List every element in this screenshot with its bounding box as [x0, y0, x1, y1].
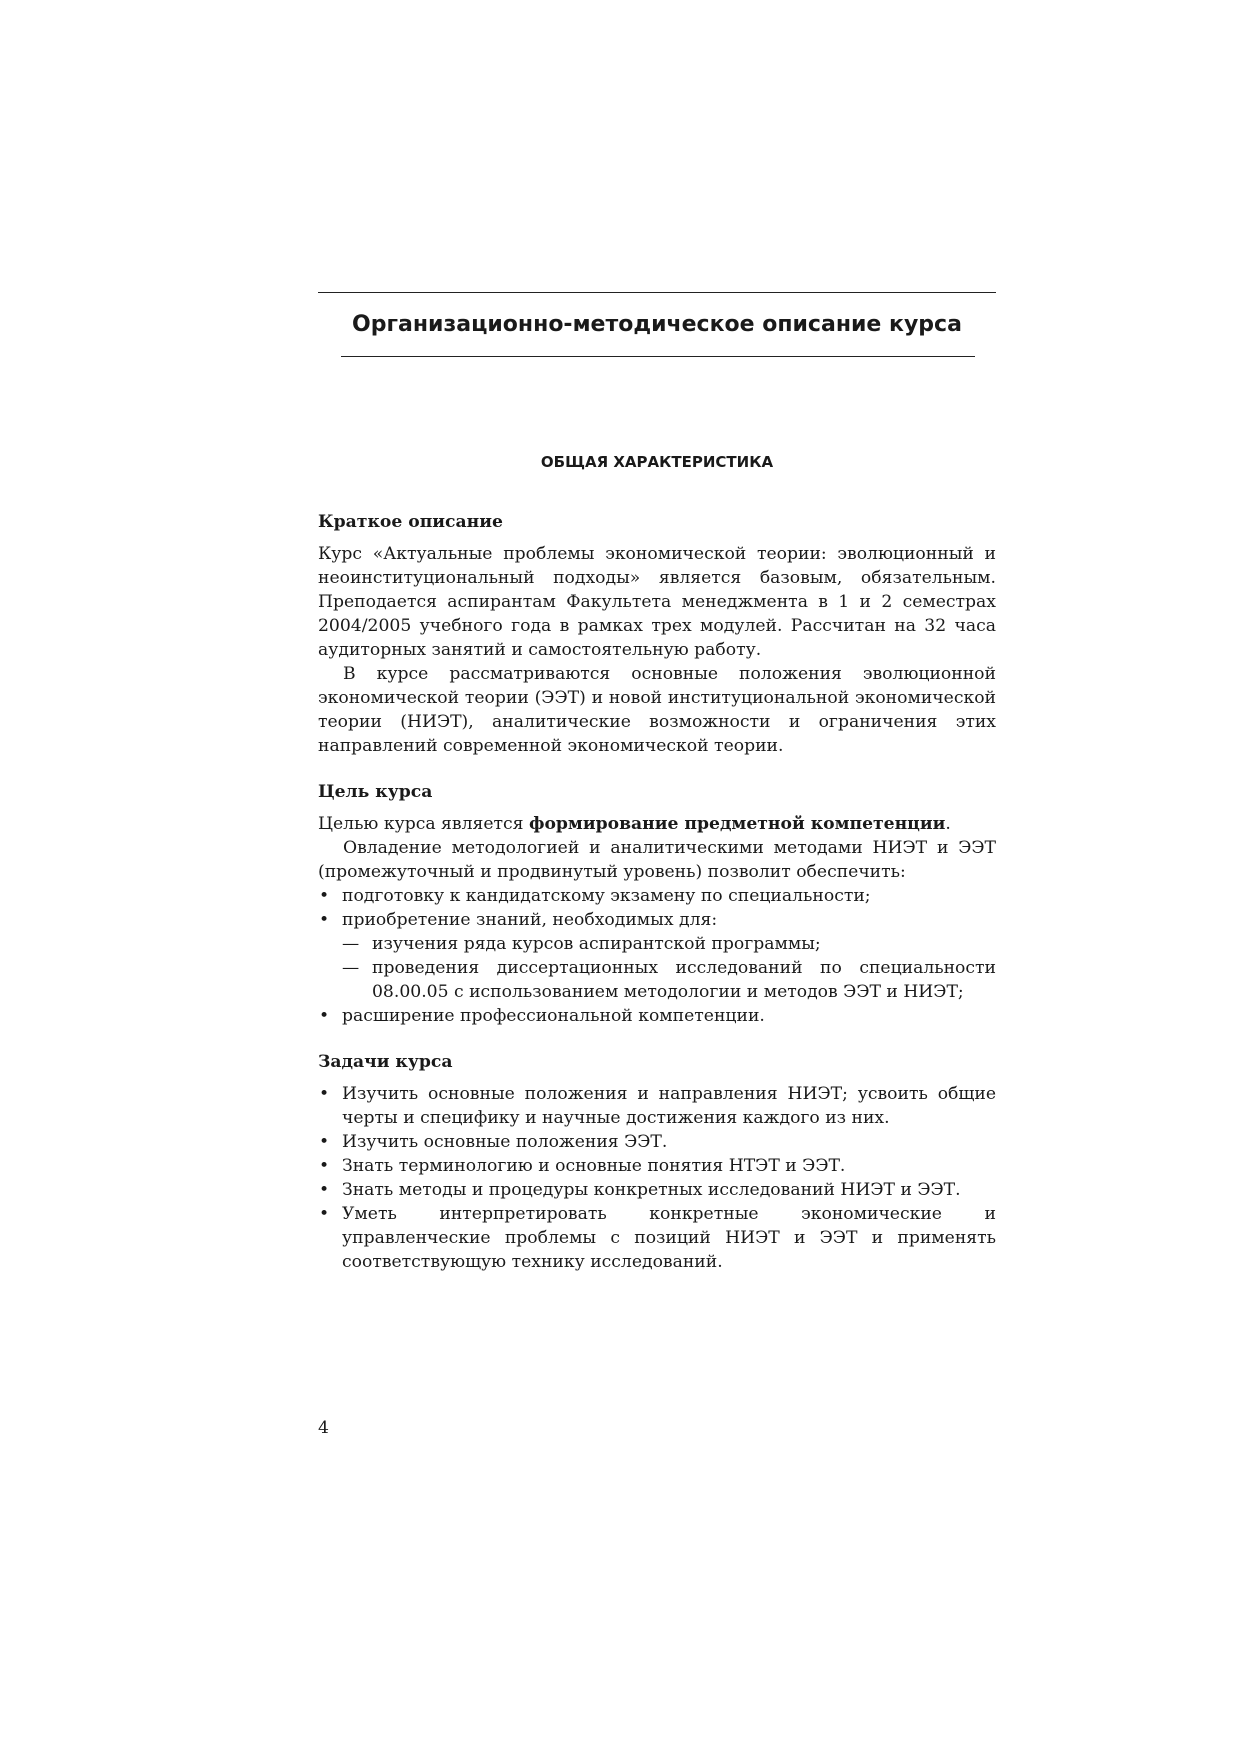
section-heading: ОБЩАЯ ХАРАКТЕРИСТИКА: [540, 453, 774, 471]
list-item-text: приобретение знаний, необходимых для:: [342, 910, 718, 930]
list-item-text: Изучить основные положения и направления НИЭТ; усвоить общие черты и специфику и научные достижения каждого из них.: [342, 1084, 996, 1128]
goal-bullet-list: [318, 884, 996, 1028]
goal-heading: Цель курса: [318, 782, 433, 802]
bullet-icon: •: [319, 886, 330, 906]
title-top-rule: [318, 292, 996, 293]
bullet-icon: •: [319, 1006, 330, 1026]
tasks-heading: Задачи курса: [318, 1052, 453, 1072]
goal-p1-prefix: Целью курса является: [318, 814, 529, 834]
goal-p1-bold: формирование предметной компетенции: [528, 814, 946, 834]
title-bottom-rule: [341, 356, 975, 357]
body-text: [318, 510, 996, 1274]
bullet-icon: •: [319, 1180, 330, 1200]
list-item: [318, 1202, 996, 1274]
sub-list-item-text: изучения ряда курсов аспирантской программы;: [372, 934, 821, 954]
brief-heading: Краткое описание: [318, 512, 503, 532]
list-item-text: расширение профессиональной компетенции.: [342, 1006, 765, 1026]
bullet-icon: •: [319, 1204, 330, 1224]
bullet-icon: •: [319, 1156, 330, 1176]
dash-icon: —: [342, 934, 360, 954]
bullet-icon: •: [319, 910, 330, 930]
list-item: [318, 1178, 996, 1202]
sub-list-item: [342, 956, 996, 1004]
brief-paragraph-1: Курс «Актуальные проблемы экономической теории: эволюционный и неоинституциональный подходы» является базовым, обязательным. Преподается аспирантам Факультета менеджмента в 1 и 2 семестрах 2004/2005 учебного года в рамках трех модулей. Рассчитан на 32 часа аудиторных занятий и самостоятельную работу.: [318, 544, 996, 660]
list-item-text: подготовку к кандидатскому экзамену по специальности;: [342, 886, 871, 906]
list-item: [318, 1004, 996, 1028]
list-item-text: Знать методы и процедуры конкретных исследований НИЭТ и ЭЭТ.: [342, 1180, 961, 1200]
tasks-bullet-list: [318, 1082, 996, 1274]
chapter-title: Организационно-методическое описание курса: [352, 312, 962, 337]
goal-sub-list: [342, 932, 996, 1004]
goal-p1-suffix: .: [945, 814, 951, 834]
list-item: [318, 908, 996, 1004]
dash-icon: —: [342, 958, 360, 978]
list-item: [318, 1082, 996, 1130]
list-item-text: Знать терминологию и основные понятия НТЭТ и ЭЭТ.: [342, 1156, 846, 1176]
page-number: 4: [318, 1418, 329, 1438]
brief-paragraph-2: В курсе рассматриваются основные положения эволюционной экономической теории (ЭЭТ) и новой институциональной экономической теории (НИЭТ), аналитические возможности и ограничения этих направлений современной экономической теории.: [318, 664, 996, 756]
goal-paragraph-2: Овладение методологией и аналитическими методами НИЭТ и ЭЭТ (промежуточный и продвинутый уровень) позволит обеспечить:: [318, 838, 996, 882]
bullet-icon: •: [319, 1084, 330, 1104]
list-item: [318, 1130, 996, 1154]
bullet-icon: •: [319, 1132, 330, 1152]
sub-list-item: [342, 932, 996, 956]
list-item-text: Изучить основные положения ЭЭТ.: [342, 1132, 668, 1152]
goal-paragraph-1: [318, 812, 996, 836]
list-item: [318, 884, 996, 908]
list-item: [318, 1154, 996, 1178]
sub-list-item-text: проведения диссертационных исследований по специальности 08.00.05 с использованием методологии и методов ЭЭТ и НИЭТ;: [372, 958, 996, 1002]
list-item-text: Уметь интерпретировать конкретные экономические и управленческие проблемы с позиций НИЭТ и ЭЭТ и применять соответствующую технику исследований.: [342, 1204, 996, 1272]
